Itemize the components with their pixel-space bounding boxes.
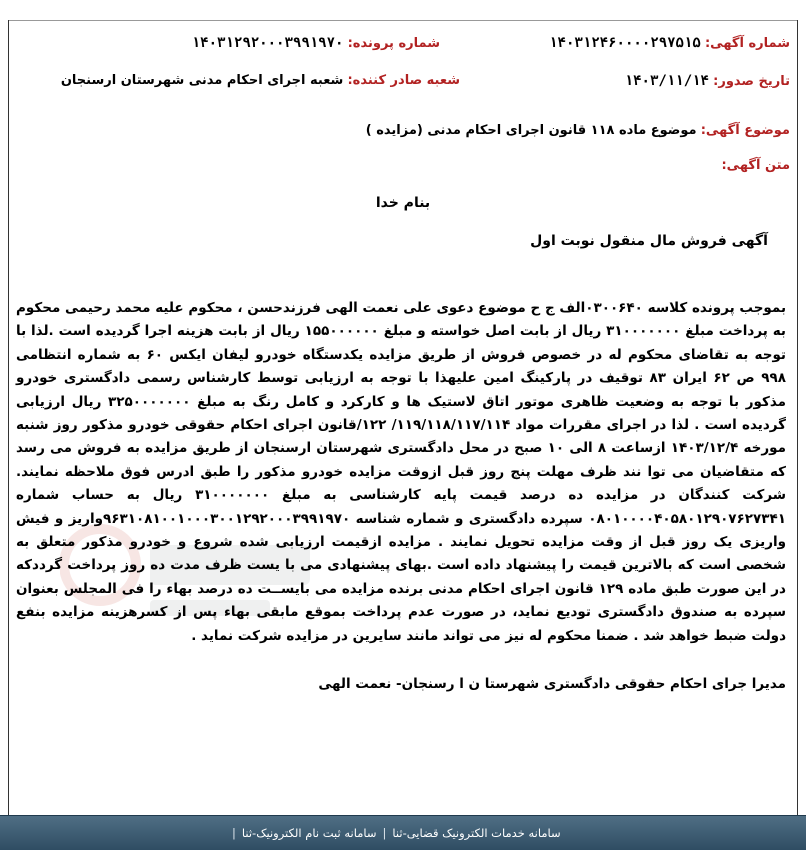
frame-top-border — [8, 20, 798, 21]
notice-body: بموجب پرونده کلاسه ۰۳۰۰۶۴۰الف ج ح موضوع دعوی علی نعمت الهی فرزندحسن ، محکوم علیه محمد رحیمی محکوم به پرداخت مبلغ ۳۱۰۰۰۰۰۰۰ ریال از بابت اصل خواسته و مبلغ ۱۵۵۰۰۰۰۰۰ ریال از بابت هزینه اجرا گردیده است .لذا با توجه به تقاضای محکوم له در خصوص فروش از طریق مزایده یکدستگاه خودرو لیفان ایکس ۶۰ به شماره انتظامی ۹۹۸ ص ۶۲ ایران ۸۳ توقیف در پارکینگ امین علیهذا با توجه به ارزیابی توسط کارشناس رسمی دادگستری خودرو مذکور با توجه به وضعیت ظاهری موتور اتاق لاستیک ها و کارکرد و کامل رنگ به مبلغ ۳۲۵۰۰۰۰۰۰۰ ریال ارزیابی گردیده است . لذا در اجرای مقررات مواد ۱۱۹/۱۱۸/۱۱۷/۱۱۴/ ۱۲۲/قانون اجرای احکام حقوقی خودرو مذکور روز شنبه مورخه ۱۴۰۳/۱۲/۴ ازساعت ۸ الی ۱۰ صبح در محل دادگستری شهرستان ارسنجان از طریق مزایده به فروش می رسد که متقاضیان می توا نند ظرف مهلت پنج روز قبل ازوقت مزایده خودرو مذکور را طبق ادرس فوق ملاحظه نمایند. شرکت کنندگان در مزایده ده درصد قیمت پایه کارشناسی به مبلغ ۳۱۰۰۰۰۰۰۰ ریال به حساب شماره ۰۸۰۱۰۰۰۰۴۰۵۸۰۱۲۹۰۷۶۲۷۳۴۱ سپرده دادگستری و شماره شناسه ۹۶۳۱۰۸۱۰۰۱۰۰۰۳۰۰۱۲۹۲۰۰۰۳۹۹۱۹۷۰واریز و فیش واریزی یک روز قبل از وقت مزایده تحویل نمایند . مزایده ازقیمت ارزیابی شده شروع و خودرو مذکور متعلق به شخصی است که بالاترین قیمت را پیشنهاد داده است .بهای پیشنهادی می با یست ظرف مدت ده روز پرداخت گرددکه در این صورت طبق ماده ۱۲۹ قانون اجرای احکام مدنی برنده مزایده می بایســت ده درصد بهاء را فی المجلس بعنوان سپرده به صندوق دادگستری تودیع نماید، در صورت عدم پرداخت بموقع مابقی بهاء پس از کسرهزینه مزایده بنفع دولت ضبط خواهد شد . ضمنا محکوم له نیز می تواند مانند سایرین در مزایده شرکت نماید . — [16, 300, 787, 644]
footer-separator-left: | — [232, 826, 236, 840]
subject-label: موضوع آگهی: — [700, 123, 790, 138]
issuer-value: شعبه اجرای احکام مدنی شهرستان ارسنجان — [60, 73, 344, 88]
case-number-label: شماره پرونده: — [347, 36, 440, 51]
issuer-label: شعبه صادر کننده: — [347, 73, 460, 88]
frame-right-border — [797, 20, 798, 815]
case-number-row — [192, 35, 440, 51]
greeting: بنام خدا — [375, 195, 431, 211]
signature-line: مدیرا جرای احکام حقوقی دادگستری شهرستا ن ا رسنجان- نعمت الهی — [318, 676, 786, 692]
notice-number-value: ۱۴۰۳۱۲۴۶۰۰۰۰۲۹۷۵۱۵ — [549, 35, 701, 51]
subject-value: موضوع ماده ۱۱۸ قانون اجرای احکام مدنی (مزایده ) — [365, 123, 697, 138]
footer-bar — [0, 815, 806, 850]
notice-text-label-row — [721, 158, 790, 173]
frame-left-border — [8, 20, 9, 815]
case-number-value: ۱۴۰۳۱۲۹۲۰۰۰۳۹۹۱۹۷۰ — [191, 35, 344, 51]
notice-number-row — [549, 35, 790, 51]
notice-text-label: متن آگهی: — [721, 158, 790, 173]
issue-date-label: تاریخ صدور: — [713, 74, 790, 89]
issue-date-value: ۱۴۰۳/۱۱/۱۴ — [624, 73, 709, 89]
notice-heading: آگهی فروش مال منقول نوبت اول — [530, 233, 768, 249]
footer-separator: | — [382, 826, 387, 840]
issuer-row — [61, 73, 460, 88]
footer-link-judicial-services[interactable]: سامانه خدمات الکترونیک قضایی-ثنا — [392, 826, 561, 840]
notice-number-label: شماره آگهی: — [704, 36, 790, 51]
subject-row — [366, 123, 790, 138]
issue-date-row — [625, 73, 790, 89]
footer-link-registration[interactable]: سامانه ثبت نام الکترونیک-ثنا — [241, 826, 377, 840]
